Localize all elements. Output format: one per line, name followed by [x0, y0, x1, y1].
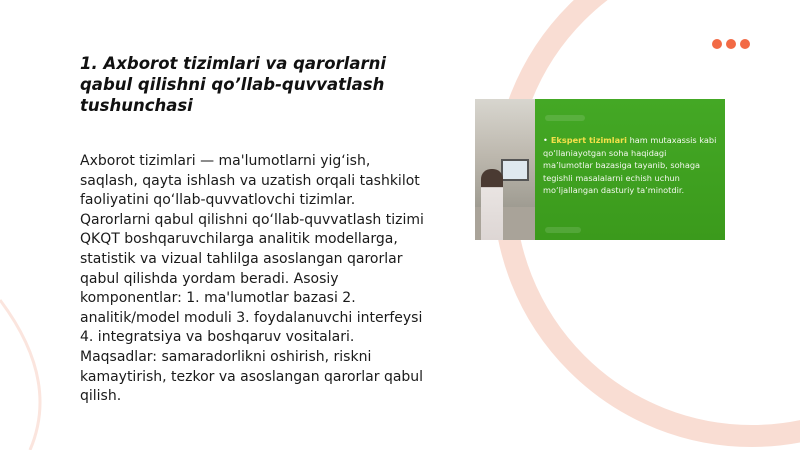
faded-line: [545, 115, 585, 121]
slide-body-text: Axborot tizimlari — ma'lumotlarni yig‘ish, saqlash, qayta ishlash va uzatish orqali tashkilot faoliyatini qo‘llab-quvvatlovchi tizimlar. Qarorlarni qabul qilishni qo‘llab-quvvatlash tizimi QKQT boshqaruvchilarga analitik modellarga, statistik va vizual tahlilga asoslangan qarorlar qabul qilishda yordam beradi. Asosiy komponentlar: 1. ma'lumotlar bazasi 2. analitik/model moduli 3. foydalanuvchi interfeysi 4. integratsiya va boshqaruv vositalari. Maqsadlar: samaradorlikni oshirish, riskni kamaytirish, tezkor va asoslangan qarorlar qabul qilish.: [80, 153, 424, 405]
image-bullet-text: [543, 134, 718, 197]
dot: [740, 39, 750, 49]
image-highlight: Ekspert tizimlari: [550, 135, 627, 145]
office-photo: [475, 99, 535, 240]
slide-title: 1. Axborot tizimlari va qarorlarni qabul qilishni qo’llab-quvvatlash tushunchasi: [80, 54, 386, 115]
dot: [726, 39, 736, 49]
faded-line: [545, 227, 581, 233]
dot: [712, 39, 722, 49]
more-dots-icon: [712, 39, 750, 49]
bullet-mark: •: [543, 135, 548, 145]
person-shape: [481, 169, 503, 240]
monitor-shape: [501, 159, 529, 181]
image-text: ham mutaxassis kabi qo‘llaniayotgan soha haqidagi ma’lumotlar bazasiga tayanib, sohaga tegishli masalalarni echish uchun mo‘ljallangan dasturiy ta’minotdir.: [543, 135, 717, 196]
illustration-image: [475, 99, 725, 240]
small-arc: [0, 300, 40, 450]
